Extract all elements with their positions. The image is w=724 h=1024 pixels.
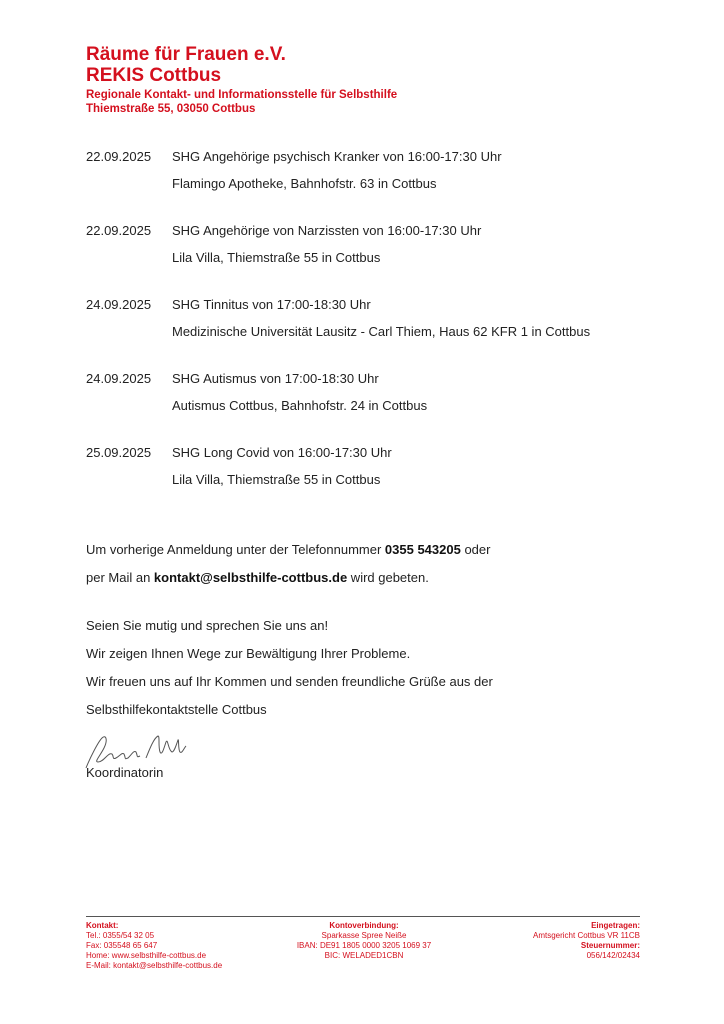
footer-fax: Fax: 035548 65 647 (86, 941, 158, 950)
footer-heading: Kontakt: (86, 921, 119, 930)
footer-court: Amtsgericht Cottbus VR 11CB (532, 931, 640, 940)
contact-text: Um vorherige Anmeldung unter der Telefonnummer (86, 542, 385, 557)
event-item (86, 445, 686, 519)
event-list (86, 149, 686, 519)
footer-bank (264, 921, 464, 961)
event-item (86, 371, 686, 445)
event-place: Flamingo Apotheke, Bahnhofstr. 63 in Cottbus (172, 176, 437, 191)
org-tagline: Regionale Kontakt- und Informationsstelle für Selbsthilfe (86, 89, 398, 101)
contact-note-line2 (86, 564, 490, 592)
footer-home: Home: www.selbsthilfe-cottbus.de (86, 951, 207, 960)
footer-iban: IBAN: DE91 1805 0000 3205 1069 37 (296, 941, 432, 950)
signer-role: Koordinatorin (86, 765, 164, 780)
footer-registry (533, 921, 640, 961)
event-place: Lila Villa, Thiemstraße 55 in Cottbus (172, 472, 381, 487)
letterhead (86, 44, 397, 116)
footer-tax-number: 056/142/02434 (586, 951, 640, 960)
event-date: 24.09.2025 (86, 371, 152, 386)
contact-note-line1 (86, 536, 490, 564)
event-date: 22.09.2025 (86, 149, 152, 164)
event-date: 24.09.2025 (86, 297, 152, 312)
event-place: Autismus Cottbus, Bahnhofstr. 24 in Cottbus (172, 398, 428, 413)
event-title: SHG Tinnitus von 17:00-18:30 Uhr (172, 297, 371, 312)
closing-line: Selbsthilfekontaktstelle Cottbus (86, 702, 267, 717)
event-place: Lila Villa, Thiemstraße 55 in Cottbus (172, 250, 381, 265)
contact-text: per Mail an (86, 570, 154, 585)
closing-text (86, 612, 493, 724)
event-item (86, 149, 686, 223)
contact-text: wird gebeten. (347, 570, 429, 585)
org-subname: REKIS Cottbus (86, 65, 222, 86)
footer-heading: Kontoverbindung: (329, 921, 399, 930)
event-item (86, 223, 686, 297)
event-title: SHG Angehörige psychisch Kranker von 16:00-17:30 Uhr (172, 149, 502, 164)
event-title: SHG Autismus von 17:00-18:30 Uhr (172, 371, 379, 386)
org-name: Räume für Frauen e.V. (86, 44, 286, 65)
event-title: SHG Angehörige von Narzissten von 16:00-17:30 Uhr (172, 223, 482, 238)
footer-bic: BIC: WELADED1CBN (324, 951, 404, 960)
footer-mail: E-Mail: kontakt@selbsthilfe-cottbus.de (86, 961, 223, 970)
event-date: 25.09.2025 (86, 445, 152, 460)
event-date: 22.09.2025 (86, 223, 152, 238)
org-address: Thiemstraße 55, 03050 Cottbus (86, 103, 256, 115)
event-title: SHG Long Covid von 16:00-17:30 Uhr (172, 445, 392, 460)
footer-tax-heading: Steuernummer: (580, 941, 640, 950)
footer-heading: Eingetragen: (591, 921, 640, 930)
footer-tel: Tel.: 0355/54 32 05 (86, 931, 155, 940)
contact-note (86, 536, 490, 592)
footer-contact (86, 921, 222, 971)
footer (86, 916, 640, 970)
event-place: Medizinische Universität Lausitz - Carl Thiem, Haus 62 KFR 1 in Cottbus (172, 324, 591, 339)
footer-bank-name: Sparkasse Spree Neiße (321, 931, 407, 940)
closing-line: Seien Sie mutig und sprechen Sie uns an! (86, 618, 329, 633)
email-address: kontakt@selbsthilfe-cottbus.de (153, 570, 348, 585)
closing-line: Wir freuen uns auf Ihr Kommen und senden freundliche Grüße aus der (86, 674, 493, 689)
event-item (86, 297, 686, 371)
closing-line: Wir zeigen Ihnen Wege zur Bewältigung Ihrer Probleme. (86, 646, 411, 661)
phone-number: 0355 543205 (384, 542, 461, 557)
contact-text: oder (460, 542, 491, 557)
